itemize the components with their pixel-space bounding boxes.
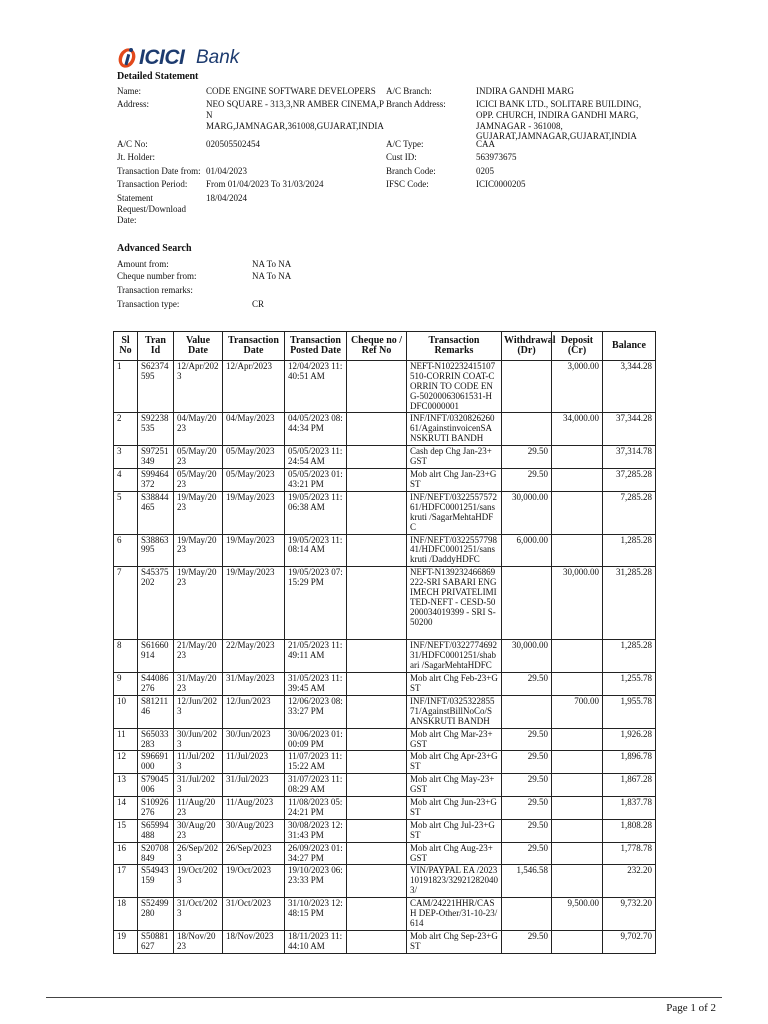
cell-balance: 1,255.78 [603, 673, 656, 696]
statement-title: Detailed Statement [117, 71, 199, 82]
cell-deposit [552, 797, 603, 820]
cell-tran-id: S10926276 [138, 797, 174, 820]
cell-value-date: 30/Jun/2023 [174, 728, 223, 751]
cust-id-label: Cust ID: [386, 152, 417, 162]
cell-tran-id: S99464372 [138, 469, 174, 492]
cell-cheque-ref [347, 640, 407, 673]
cell-txn-date: 26/Sep/2023 [223, 842, 285, 865]
cell-balance: 1,926.28 [603, 728, 656, 751]
cell-withdrawal [502, 361, 552, 413]
cell-balance: 1,778.78 [603, 842, 656, 865]
cell-txn-date: 19/May/2023 [223, 567, 285, 640]
cell-value-date: 12/Jun/2023 [174, 696, 223, 729]
cell-sl: 14 [114, 797, 138, 820]
col-header-txn-date: Transaction Date [223, 332, 285, 361]
cell-posted-date: 21/05/2023 11:49:11 AM [285, 640, 347, 673]
cell-remarks: INF/NEFT/032255779841/HDFC0001251/sans kruti /DaddyHDFC [407, 534, 502, 567]
cell-txn-date: 19/Oct/2023 [223, 865, 285, 898]
cell-withdrawal: 29.50 [502, 797, 552, 820]
cell-cheque-ref [347, 774, 407, 797]
cell-sl: 9 [114, 673, 138, 696]
cell-cheque-ref [347, 842, 407, 865]
adv-amount-label: Amount from: [117, 259, 169, 269]
cell-sl: 2 [114, 413, 138, 446]
adv-remarks-label: Transaction remarks: [117, 285, 193, 295]
cell-balance: 37,314.78 [603, 446, 656, 469]
col-header-cheque-ref: Cheque no / Ref No [347, 332, 407, 361]
table-row [114, 751, 656, 774]
cell-cheque-ref [347, 492, 407, 535]
cell-withdrawal: 29.50 [502, 673, 552, 696]
cell-cheque-ref [347, 413, 407, 446]
bank-logo [117, 44, 257, 70]
table-row [114, 898, 656, 931]
cell-sl: 3 [114, 446, 138, 469]
table-row [114, 930, 656, 953]
cell-tran-id: S65994488 [138, 819, 174, 842]
cell-balance: 3,344.28 [603, 361, 656, 413]
cell-posted-date: 26/09/2023 01:34:27 PM [285, 842, 347, 865]
adv-type-label: Transaction type: [117, 299, 180, 309]
cell-balance: 1,955.78 [603, 696, 656, 729]
cell-value-date: 04/May/2023 [174, 413, 223, 446]
cell-tran-id: S45375202 [138, 567, 174, 640]
cell-remarks: Mob alrt Chg May-23+GST [407, 774, 502, 797]
adv-cheque-row [117, 271, 417, 283]
cell-posted-date: 18/11/2023 11:44:10 AM [285, 930, 347, 953]
date-from-value: 01/04/2023 [206, 166, 248, 176]
cell-txn-date: 11/Aug/2023 [223, 797, 285, 820]
cell-cheque-ref [347, 446, 407, 469]
col-header-value-date: Value Date [174, 332, 223, 361]
cell-remarks: NEFT-N102232415107510-CORRIN COAT-CORRIN TO CODE ENG-50200063061531-HDFC0000001 [407, 361, 502, 413]
cell-sl: 17 [114, 865, 138, 898]
cell-deposit [552, 469, 603, 492]
page-number: Page 1 of 2 [666, 1002, 716, 1014]
cell-txn-date: 30/Aug/2023 [223, 819, 285, 842]
account-name: CODE ENGINE SOFTWARE DEVELOPERS [206, 86, 376, 96]
table-row [114, 819, 656, 842]
cell-posted-date: 11/08/2023 05:24:21 PM [285, 797, 347, 820]
adv-amount-value: NA To NA [252, 259, 292, 269]
cell-tran-id: S79045006 [138, 774, 174, 797]
cell-cheque-ref [347, 534, 407, 567]
cell-posted-date: 05/05/2023 11:24:54 AM [285, 446, 347, 469]
cell-withdrawal [502, 696, 552, 729]
cell-txn-date: 11/Jul/2023 [223, 751, 285, 774]
cell-deposit [552, 640, 603, 673]
table-row [114, 774, 656, 797]
cell-deposit: 3,000.00 [552, 361, 603, 413]
cell-remarks: Mob alrt Chg Sep-23+GST [407, 930, 502, 953]
cell-posted-date: 30/08/2023 12:31:43 PM [285, 819, 347, 842]
cust-id-value: 563973675 [476, 152, 517, 162]
cell-withdrawal [502, 413, 552, 446]
col-header-remarks: Transaction Remarks [407, 332, 502, 361]
cell-posted-date: 12/04/2023 11:40:51 AM [285, 361, 347, 413]
advanced-search-title: Advanced Search [117, 243, 192, 254]
cell-tran-id: S96691000 [138, 751, 174, 774]
cell-posted-date: 05/05/2023 01:43:21 PM [285, 469, 347, 492]
cell-tran-id: S38844465 [138, 492, 174, 535]
cell-tran-id: S20708849 [138, 842, 174, 865]
request-date-label: Statement Request/Download Date: [117, 193, 186, 225]
cell-tran-id: S50881627 [138, 930, 174, 953]
cell-withdrawal: 6,000.00 [502, 534, 552, 567]
cell-value-date: 21/May/2023 [174, 640, 223, 673]
cell-posted-date: 19/05/2023 11:08:14 AM [285, 534, 347, 567]
table-row [114, 865, 656, 898]
adv-type-value: CR [252, 299, 265, 309]
branch-value: INDIRA GANDHI MARG [476, 86, 574, 96]
adv-amount-row [117, 259, 417, 271]
cell-sl: 12 [114, 751, 138, 774]
icici-logo-mark-icon [117, 45, 139, 69]
cell-posted-date: 12/06/2023 08:33:27 PM [285, 696, 347, 729]
branch-label: A/C Branch: [386, 86, 432, 96]
account-address: NEO SQUARE - 313,3,NR AMBER CINEMA,P N MARG,JAMNAGAR,361008,GUJARAT,INDIA [206, 99, 384, 131]
cell-txn-date: 31/May/2023 [223, 673, 285, 696]
cell-balance: 1,285.28 [603, 640, 656, 673]
account-info-right [386, 86, 656, 196]
cell-tran-id: S61660914 [138, 640, 174, 673]
cell-withdrawal: 30,000.00 [502, 640, 552, 673]
cell-tran-id: S92238535 [138, 413, 174, 446]
cell-sl: 1 [114, 361, 138, 413]
cell-withdrawal: 29.50 [502, 930, 552, 953]
cell-deposit [552, 865, 603, 898]
cell-value-date: 11/Aug/2023 [174, 797, 223, 820]
cell-remarks: Mob alrt Chg Jul-23+GST [407, 819, 502, 842]
cell-txn-date: 12/Jun/2023 [223, 696, 285, 729]
cell-deposit [552, 819, 603, 842]
cell-remarks: INF/NEFT/032255757261/HDFC0001251/sans kruti /SagarMehtaHDFC [407, 492, 502, 535]
cell-remarks: CAM/24221HHR/CASH DEP-Other/31-10-23/614 [407, 898, 502, 931]
cell-posted-date: 31/07/2023 11:08:29 AM [285, 774, 347, 797]
request-date-value: 18/04/2024 [206, 193, 248, 203]
period-value: From 01/04/2023 To 31/03/2024 [206, 179, 324, 189]
table-row [114, 413, 656, 446]
table-row [114, 492, 656, 535]
cell-sl: 8 [114, 640, 138, 673]
jt-holder-label: Jt. Holder: [117, 152, 155, 162]
cell-tran-id: S38863995 [138, 534, 174, 567]
cell-withdrawal: 29.50 [502, 842, 552, 865]
table-row [114, 567, 656, 640]
cell-deposit [552, 534, 603, 567]
cell-withdrawal: 29.50 [502, 728, 552, 751]
name-label: Name: [117, 86, 141, 96]
cell-posted-date: 30/06/2023 01:00:09 PM [285, 728, 347, 751]
cell-tran-id: S62374595 [138, 361, 174, 413]
cell-posted-date: 11/07/2023 11:15:22 AM [285, 751, 347, 774]
cell-value-date: 19/Oct/2023 [174, 865, 223, 898]
cell-value-date: 31/Oct/2023 [174, 898, 223, 931]
cell-balance: 232.20 [603, 865, 656, 898]
cell-value-date: 05/May/2023 [174, 469, 223, 492]
adv-remarks-row [117, 285, 417, 297]
branch-address-value: ICICI BANK LTD., SOLITARE BUILDING, OPP. CHURCH, INDIRA GANDHI MARG, JAMNAGAR - 361008, GUJARAT,JAMNAGAR,GUJARAT,INDIA [476, 99, 642, 142]
table-header-row [114, 332, 656, 361]
cell-remarks: Mob alrt Chg Aug-23+GST [407, 842, 502, 865]
cell-balance: 9,732.20 [603, 898, 656, 931]
cell-tran-id: S8121146 [138, 696, 174, 729]
cell-remarks: VIN/PAYPAL EA /202310191823/329212820403/ [407, 865, 502, 898]
cell-withdrawal: 29.50 [502, 446, 552, 469]
cell-sl: 5 [114, 492, 138, 535]
cell-balance: 1,285.28 [603, 534, 656, 567]
cell-remarks: Cash dep Chg Jan-23+GST [407, 446, 502, 469]
cell-deposit [552, 728, 603, 751]
cell-balance: 37,285.28 [603, 469, 656, 492]
cell-balance: 1,867.28 [603, 774, 656, 797]
cell-remarks: NEFT-N139232466869222-SRI SABARI ENGIMECH PRIVATELIMITED-NEFT - CESD-50200034019399 - SRI S-50200 [407, 567, 502, 640]
cell-value-date: 05/May/2023 [174, 446, 223, 469]
cell-txn-date: 12/Apr/2023 [223, 361, 285, 413]
cell-txn-date: 31/Jul/2023 [223, 774, 285, 797]
cell-sl: 16 [114, 842, 138, 865]
cell-txn-date: 18/Nov/2023 [223, 930, 285, 953]
cell-withdrawal: 29.50 [502, 751, 552, 774]
ifsc-value: ICIC0000205 [476, 179, 526, 189]
cell-posted-date: 19/05/2023 11:06:38 AM [285, 492, 347, 535]
cell-withdrawal: 29.50 [502, 819, 552, 842]
cell-tran-id: S44086276 [138, 673, 174, 696]
cell-txn-date: 31/Oct/2023 [223, 898, 285, 931]
table-row [114, 728, 656, 751]
cell-remarks: Mob alrt Chg Feb-23+GST [407, 673, 502, 696]
adv-cheque-value: NA To NA [252, 271, 292, 281]
table-row [114, 446, 656, 469]
cell-value-date: 31/Jul/2023 [174, 774, 223, 797]
cell-balance: 1,837.78 [603, 797, 656, 820]
cell-value-date: 30/Aug/2023 [174, 819, 223, 842]
account-info-left [117, 86, 387, 226]
transactions-body [114, 361, 656, 954]
date-from-label: Transaction Date from: [117, 166, 201, 176]
cell-sl: 6 [114, 534, 138, 567]
cell-sl: 13 [114, 774, 138, 797]
cell-tran-id: S65033283 [138, 728, 174, 751]
cell-txn-date: 05/May/2023 [223, 446, 285, 469]
cell-balance: 1,808.28 [603, 819, 656, 842]
cell-deposit: 34,000.00 [552, 413, 603, 446]
cell-remarks: Mob alrt Chg Apr-23+GST [407, 751, 502, 774]
cell-posted-date: 19/10/2023 06:23:33 PM [285, 865, 347, 898]
adv-cheque-label: Cheque number from: [117, 271, 197, 281]
cell-remarks: INF/INFT/032082626061/AgainstinvoicenSANSKRUTI BANDH [407, 413, 502, 446]
footer-divider [46, 997, 722, 998]
cell-balance: 37,344.28 [603, 413, 656, 446]
cell-cheque-ref [347, 469, 407, 492]
col-header-posted-date: Transaction Posted Date [285, 332, 347, 361]
account-number: 020505502454 [206, 139, 260, 149]
col-header-withdrawal: Withdrawal (Dr) [502, 332, 552, 361]
cell-cheque-ref [347, 865, 407, 898]
cell-value-date: 19/May/2023 [174, 567, 223, 640]
cell-balance: 7,285.28 [603, 492, 656, 535]
cell-withdrawal: 30,000.00 [502, 492, 552, 535]
cell-txn-date: 30/Jun/2023 [223, 728, 285, 751]
cell-deposit: 9,500.00 [552, 898, 603, 931]
cell-withdrawal: 1,546.58 [502, 865, 552, 898]
cell-sl: 18 [114, 898, 138, 931]
cell-balance: 9,702.70 [603, 930, 656, 953]
cell-sl: 15 [114, 819, 138, 842]
table-row [114, 797, 656, 820]
cell-cheque-ref [347, 567, 407, 640]
cell-txn-date: 19/May/2023 [223, 534, 285, 567]
table-row [114, 842, 656, 865]
transactions-table [113, 331, 656, 954]
cell-deposit [552, 492, 603, 535]
table-row [114, 673, 656, 696]
col-header-tran-id: Tran Id [138, 332, 174, 361]
cell-value-date: 11/Jul/2023 [174, 751, 223, 774]
table-row [114, 640, 656, 673]
cell-cheque-ref [347, 930, 407, 953]
cell-txn-date: 05/May/2023 [223, 469, 285, 492]
table-row [114, 469, 656, 492]
cell-tran-id: S54943159 [138, 865, 174, 898]
address-label: Address: [117, 99, 149, 109]
branch-code-label: Branch Code: [386, 166, 436, 176]
cell-posted-date: 04/05/2023 08:44:34 PM [285, 413, 347, 446]
cell-withdrawal: 29.50 [502, 774, 552, 797]
cell-value-date: 31/May/2023 [174, 673, 223, 696]
logo-text-icici: ICICI [139, 46, 185, 69]
cell-cheque-ref [347, 728, 407, 751]
cell-deposit [552, 673, 603, 696]
table-row [114, 534, 656, 567]
cell-txn-date: 19/May/2023 [223, 492, 285, 535]
cell-sl: 19 [114, 930, 138, 953]
cell-cheque-ref [347, 819, 407, 842]
cell-sl: 7 [114, 567, 138, 640]
cell-sl: 11 [114, 728, 138, 751]
cell-cheque-ref [347, 751, 407, 774]
branch-code-value: 0205 [476, 166, 494, 176]
cell-deposit: 30,000.00 [552, 567, 603, 640]
cell-value-date: 26/Sep/2023 [174, 842, 223, 865]
cell-deposit [552, 751, 603, 774]
cell-cheque-ref [347, 361, 407, 413]
col-header-balance: Balance [603, 332, 656, 361]
table-row [114, 361, 656, 413]
cell-txn-date: 22/May/2023 [223, 640, 285, 673]
period-label: Transaction Period: [117, 179, 188, 189]
cell-deposit [552, 930, 603, 953]
cell-posted-date: 19/05/2023 07:15:29 PM [285, 567, 347, 640]
cell-txn-date: 04/May/2023 [223, 413, 285, 446]
cell-withdrawal: 29.50 [502, 469, 552, 492]
adv-type-row [117, 299, 417, 311]
branch-address-label: Branch Address: [386, 99, 446, 109]
cell-withdrawal [502, 567, 552, 640]
cell-remarks: Mob alrt Chg Jun-23+GST [407, 797, 502, 820]
cell-deposit [552, 842, 603, 865]
ifsc-label: IFSC Code: [386, 179, 429, 189]
cell-value-date: 19/May/2023 [174, 492, 223, 535]
cell-sl: 10 [114, 696, 138, 729]
cell-tran-id: S97251349 [138, 446, 174, 469]
cell-cheque-ref [347, 898, 407, 931]
cell-tran-id: S52499280 [138, 898, 174, 931]
cell-remarks: INF/NEFT/032277469231/HDFC0001251/shab ari /SagarMehtaHDFC [407, 640, 502, 673]
ac-type-value: CAA [476, 139, 496, 149]
table-row [114, 696, 656, 729]
cell-remarks: Mob alrt Chg Mar-23+GST [407, 728, 502, 751]
cell-balance: 1,896.78 [603, 751, 656, 774]
logo-text-bank: Bank [196, 47, 240, 68]
cell-deposit [552, 446, 603, 469]
cell-balance: 31,285.28 [603, 567, 656, 640]
cell-posted-date: 31/10/2023 12:48:15 PM [285, 898, 347, 931]
cell-deposit [552, 774, 603, 797]
col-header-sl: Sl No [114, 332, 138, 361]
cell-remarks: INF/INFT/032532285571/AgainstBillNoCo/SANSKRUTI BANDH [407, 696, 502, 729]
cell-deposit: 700.00 [552, 696, 603, 729]
cell-remarks: Mob alrt Chg Jan-23+GST [407, 469, 502, 492]
acno-label: A/C No: [117, 139, 148, 149]
cell-cheque-ref [347, 673, 407, 696]
cell-value-date: 12/Apr/2023 [174, 361, 223, 413]
cell-posted-date: 31/05/2023 11:39:45 AM [285, 673, 347, 696]
cell-value-date: 18/Nov/2023 [174, 930, 223, 953]
ac-type-label: A/C Type: [386, 139, 424, 149]
col-header-deposit: Deposit (Cr) [552, 332, 603, 361]
cell-cheque-ref [347, 696, 407, 729]
cell-value-date: 19/May/2023 [174, 534, 223, 567]
cell-cheque-ref [347, 797, 407, 820]
cell-sl: 4 [114, 469, 138, 492]
cell-withdrawal [502, 898, 552, 931]
